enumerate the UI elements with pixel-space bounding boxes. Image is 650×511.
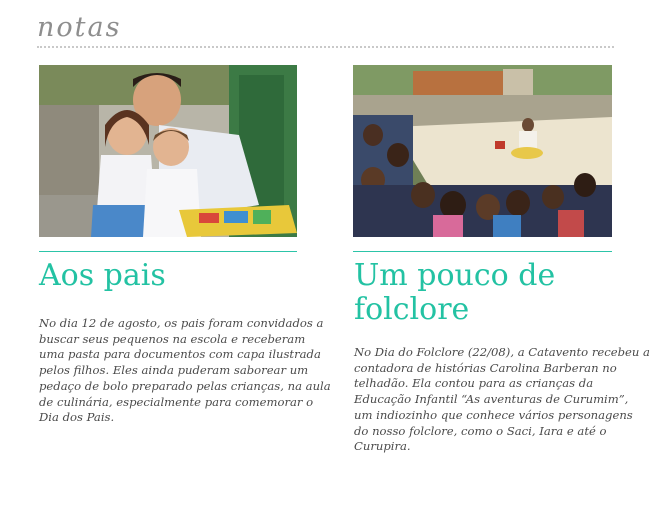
father-children-photo-image <box>39 65 297 237</box>
article-body: No dia 12 de agosto, os pais foram convidados a buscar seus pequenos na escola e receberam uma pasta para documentos com capa ilustrada pelos filhos. Eles ainda puderam saborear um pedaço de bolo preparado pelas crianças, na aula de culinária, especialmente para comemorar o Dia dos Pais. <box>39 316 331 425</box>
article-body: No Dia do Folclore (22/08), a Catavento recebeu a contadora de histórias Carolina Barberan no telhadão. Ela contou para as crianças da Educação Infantil “As aventuras de Curumim”, um indiozinho que conhece vários personagens do nosso folclore, como o Saci, Iara e até o Curupira. <box>354 345 650 454</box>
article-title: Aos pais <box>39 258 166 293</box>
divider-line <box>39 251 297 252</box>
section-header <box>37 10 614 48</box>
article-title: Um pouco de folclore <box>354 258 556 327</box>
section-title: notas <box>37 12 122 43</box>
storytelling-photo-image <box>353 65 612 237</box>
father-children-photo <box>39 65 297 237</box>
storytelling-photo <box>353 65 612 237</box>
divider-line <box>353 251 612 252</box>
